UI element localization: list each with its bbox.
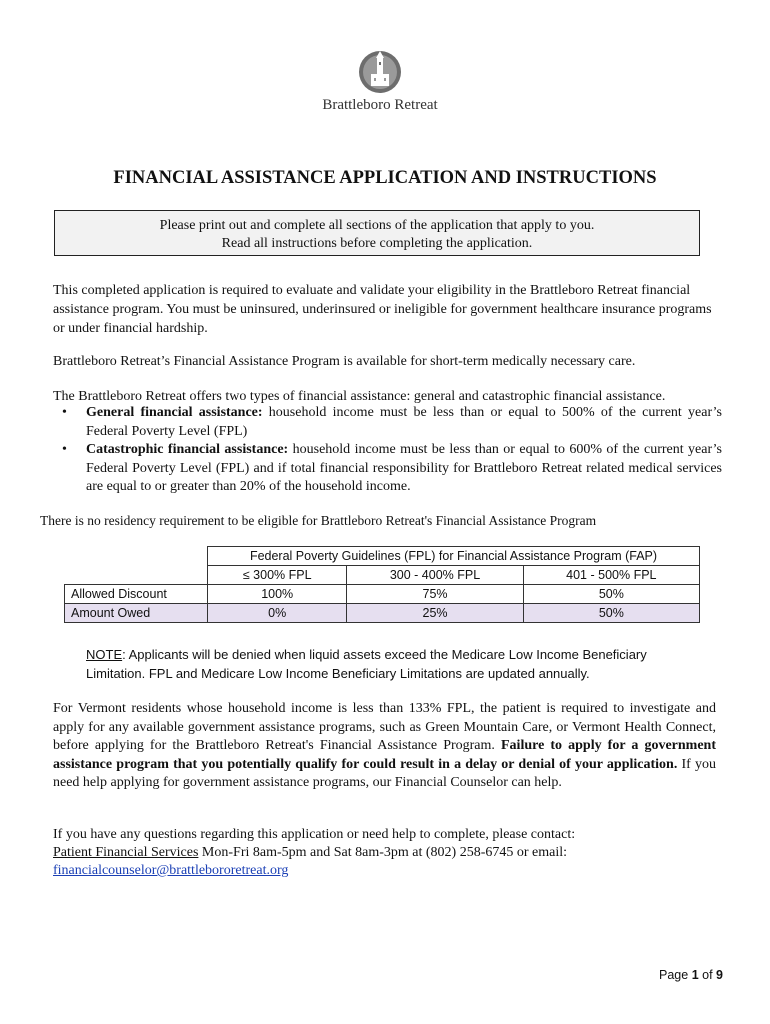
org-name: Brattleboro Retreat	[322, 97, 438, 113]
column-header: 300 - 400% FPL	[347, 566, 523, 585]
logo	[335, 48, 425, 101]
table-cell: 75%	[347, 585, 523, 604]
table-cell: 0%	[208, 604, 347, 623]
bullet-text: household income must be less than or equal to 500% of the current year’s Federal Poverty Level (FPL)	[86, 405, 722, 439]
table-cell: 100%	[208, 585, 347, 604]
row-label: Allowed Discount	[65, 585, 208, 604]
types-paragraph: The Brattleboro Retreat offers two types of financial assistance: general and catastrophic financial assistance.	[53, 389, 666, 404]
contact-email-link[interactable]: financialcounselor@brattlebororetreat.org	[53, 863, 289, 878]
logo-emblem-icon	[358, 48, 402, 96]
of-label: of	[702, 968, 713, 982]
column-header: 401 - 500% FPL	[523, 566, 699, 585]
program-paragraph: Brattleboro Retreat’s Financial Assistance Program is available for short-term medically necessary care.	[53, 354, 636, 369]
column-header: ≤ 300% FPL	[208, 566, 347, 585]
table-corner	[65, 547, 208, 585]
contact-hours: Mon-Fri 8am-5pm and Sat 8am-3pm at (802) 258-6745 or email:	[198, 845, 568, 860]
table-row	[65, 585, 700, 604]
current-page: 1	[691, 968, 699, 982]
page-title: FINANCIAL ASSISTANCE APPLICATION AND INSTRUCTIONS	[113, 168, 657, 188]
notice-line-1: Please print out and complete all sections of the application that apply to you.	[159, 218, 595, 233]
note-text: : Applicants will be denied when liquid assets exceed the Medicare Low Income Beneficiary Limitation. FPL and Medicare Low Income Beneficiary Limitations are updated annually.	[86, 647, 647, 681]
contact-paragraph	[53, 826, 716, 880]
bullet-title: Catastrophic financial assistance:	[86, 442, 289, 457]
note-paragraph	[86, 645, 706, 683]
fpl-table	[64, 546, 700, 623]
eligibility-paragraph: This completed application is required to evaluate and validate your eligibility in the Brattleboro Retreat financial assistance program. You must be uninsured, underinsured or ineligible for government healthcare insurance programs or under financial hardship.	[53, 283, 712, 336]
residency-paragraph: There is no residency requirement to be eligible for Brattleboro Retreat's Financial Assistance Program	[40, 513, 597, 528]
contact-department: Patient Financial Services	[53, 845, 199, 860]
table-row	[65, 604, 700, 623]
bullet-text: household income must be less than or equal to 600% of the current year’s Federal Poverty Level (FPL) and if total financial responsibility for Brattleboro Retreat related medical services are equal to or greater than 20% of the household income.	[86, 442, 722, 494]
list-item	[58, 404, 722, 441]
page-number	[659, 968, 723, 982]
total-pages: 9	[716, 968, 723, 982]
vermont-warning: Failure to apply for a government assistance program that you potentially qualify for could result in a delay or denial of your application.	[53, 738, 716, 772]
vermont-text: For Vermont residents whose household income is less than 133% FPL, the patient is required to investigate and apply for any available government assistance programs, such as Green Mountain Care, or Vermont Health Connect, before applying for the Brattleboro Retreat's Financial Assistance Program.	[53, 701, 716, 753]
note-label: NOTE	[86, 647, 123, 662]
table-cell: 25%	[347, 604, 523, 623]
list-item	[58, 441, 722, 497]
assistance-types-list	[58, 404, 722, 497]
row-label: Amount Owed	[65, 604, 208, 623]
table-cell: 50%	[523, 585, 699, 604]
bullet-title: General financial assistance:	[86, 405, 263, 420]
table-cell: 50%	[523, 604, 699, 623]
page-label: Page	[659, 968, 689, 982]
contact-intro: If you have any questions regarding this application or need help to complete, please contact:	[53, 827, 576, 842]
notice-line-2: Read all instructions before completing the application.	[221, 236, 533, 251]
notice-box	[54, 210, 700, 256]
bullet-icon: •	[62, 405, 67, 420]
bullet-icon: •	[62, 442, 67, 457]
vermont-paragraph	[53, 700, 716, 793]
vermont-tail: If you need help applying for government assistance programs, our Financial Counselor can help.	[53, 756, 716, 790]
table-caption: Federal Poverty Guidelines (FPL) for Financial Assistance Program (FAP)	[208, 547, 700, 566]
